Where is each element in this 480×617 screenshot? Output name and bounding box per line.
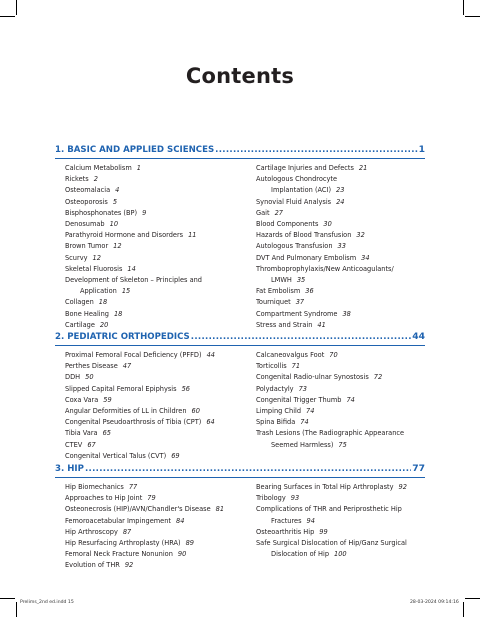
crop-mark <box>465 16 480 17</box>
entry-title: Hip Resurfacing Arthroplasty (HRA) <box>65 539 181 548</box>
toc-entry[interactable] <box>65 219 253 230</box>
entry-title: Tibia Vara <box>65 429 98 438</box>
entry-page-number: 18 <box>98 298 108 307</box>
entry-page-number: 73 <box>298 384 307 393</box>
entry-title: Cartilage <box>65 320 95 329</box>
entry-page-number: 10 <box>109 220 119 229</box>
entry-title: Hazards of Blood Transfusion <box>256 231 352 240</box>
section-heading-link[interactable] <box>55 330 425 344</box>
toc-entry[interactable] <box>65 451 253 462</box>
entry-title: Torticollis <box>256 362 287 371</box>
toc-entry[interactable] <box>65 504 253 515</box>
entry-page-number: 69 <box>171 451 180 460</box>
section-page-number: 44 <box>412 331 425 342</box>
entry-title: Stress and Strain <box>256 320 313 329</box>
entry-title: Denosumab <box>65 220 105 229</box>
entry-page-number: 71 <box>291 362 301 371</box>
toc-entry[interactable] <box>256 527 434 538</box>
entry-page-number: 100 <box>334 550 347 559</box>
toc-entry[interactable] <box>256 174 434 196</box>
toc-column-left <box>65 482 253 572</box>
crop-mark <box>16 0 17 15</box>
entry-page-number: 5 <box>112 197 118 206</box>
toc-entry[interactable] <box>256 197 434 208</box>
entry-title: Slipped Capital Femoral Epiphysis <box>65 384 177 393</box>
toc-entry[interactable] <box>256 482 434 493</box>
entry-page-number: 27 <box>274 208 283 217</box>
section-heading: 3. HIP <box>55 464 84 474</box>
toc-entry[interactable] <box>65 309 253 320</box>
entry-page-number: 70 <box>329 351 338 359</box>
toc-entry[interactable] <box>256 264 434 286</box>
toc-entry[interactable] <box>65 406 253 417</box>
toc-entry[interactable] <box>65 208 253 219</box>
entry-title: Blood Components <box>256 220 319 229</box>
toc-entry[interactable] <box>65 527 253 538</box>
entry-title: DDH <box>65 373 81 382</box>
toc-entry[interactable] <box>65 549 253 560</box>
entry-title-continued <box>256 549 434 560</box>
entry-title-continued <box>256 516 434 527</box>
entry-title: Congenital Trigger Thumb <box>256 395 342 404</box>
entry-page-number: 34 <box>361 253 370 262</box>
entry-page-number: 21 <box>358 164 368 172</box>
footer-timestamp: 28-03-2024 09:14:16 <box>410 600 459 605</box>
entry-page-number: 11 <box>188 231 197 240</box>
toc-entry[interactable] <box>256 350 434 361</box>
toc-entry[interactable] <box>256 538 434 560</box>
toc-entry[interactable] <box>65 428 253 439</box>
entry-page-number: 92 <box>398 483 407 491</box>
toc-entry[interactable] <box>256 219 434 230</box>
entry-title: Skeletal Fluorosis <box>65 264 123 273</box>
entry-page-number: 74 <box>300 418 309 427</box>
entry-page-number: 93 <box>290 494 300 503</box>
toc-entry[interactable] <box>65 440 253 451</box>
entry-title: Bone Healing <box>65 309 109 318</box>
entry-title: Tribology <box>256 494 286 503</box>
entry-title-continuation: Seemed Harmless) <box>271 440 334 449</box>
entry-title: Congenital Radio-ulnar Synostosis <box>256 373 369 382</box>
toc-entry[interactable] <box>256 372 434 383</box>
toc-entry[interactable] <box>256 286 434 297</box>
entry-page-number: 74 <box>346 395 355 404</box>
entry-title: Parathyroid Hormone and Disorders <box>65 231 184 240</box>
toc-entry[interactable] <box>65 350 253 361</box>
toc-entry[interactable] <box>65 297 253 308</box>
toc-column-right <box>256 482 434 560</box>
toc-entry[interactable] <box>256 241 434 252</box>
toc-entry[interactable] <box>65 185 253 196</box>
entry-page-number: 20 <box>99 320 109 329</box>
section-heading: 1. BASIC AND APPLIED SCIENCES <box>55 145 215 155</box>
crop-mark <box>465 598 480 599</box>
entry-page-number: 77 <box>128 483 138 491</box>
entry-title: Brown Tumor <box>65 242 109 251</box>
toc-entry[interactable] <box>65 395 253 406</box>
toc-entry[interactable] <box>65 384 253 395</box>
entry-title-continuation: Implantation (ACI) <box>271 186 332 195</box>
entry-title: Spina Bifida <box>256 418 296 427</box>
toc-entry[interactable] <box>65 417 253 428</box>
entry-page-number: 79 <box>147 494 156 503</box>
entry-title: Osteoporosis <box>65 197 108 206</box>
entry-title: Evolution of THR <box>65 561 120 570</box>
entry-title: Compartment Syndrome <box>256 309 338 318</box>
entry-title: Bearing Surfaces in Total Hip Arthroplasty <box>256 483 394 491</box>
toc-entry[interactable] <box>256 384 434 395</box>
entry-page-number: 15 <box>121 287 131 296</box>
entry-page-number: 4 <box>115 186 120 195</box>
entry-page-number: 56 <box>181 384 190 393</box>
entry-page-number: 36 <box>305 287 314 296</box>
entry-title: Limping Child <box>256 407 302 416</box>
entry-title: Osteoarthritis Hip <box>256 527 315 536</box>
entry-page-number: 30 <box>323 220 332 229</box>
toc-entry[interactable] <box>65 361 253 372</box>
section-rule <box>55 158 425 159</box>
section-rule <box>55 477 425 478</box>
toc-column-right <box>256 350 434 451</box>
entry-title: Autologous Chondrocyte <box>256 175 338 184</box>
entry-title-continued <box>256 275 434 286</box>
crop-mark <box>0 16 15 17</box>
toc-entry[interactable] <box>256 253 434 264</box>
entry-page-number: 24 <box>336 197 345 206</box>
toc-entry[interactable] <box>256 417 434 428</box>
toc-entry[interactable] <box>65 197 253 208</box>
toc-entry[interactable] <box>256 361 434 372</box>
toc-entry[interactable] <box>65 275 253 297</box>
toc-entry[interactable] <box>256 493 434 504</box>
entry-title: Synovial Fluid Analysis <box>256 197 332 206</box>
toc-entry[interactable] <box>256 406 434 417</box>
toc-entry[interactable] <box>65 174 253 185</box>
entry-page-number: 65 <box>102 429 111 438</box>
entry-title: Femoroacetabular Impingement <box>65 516 171 525</box>
entry-title-continued <box>256 440 434 451</box>
entry-page-number: 18 <box>113 309 123 318</box>
entry-page-number: 38 <box>342 309 351 318</box>
footer-file-info: Prelims_2nd ed.indd 15 <box>20 600 74 605</box>
entry-title: Angular Deformities of LL in Children <box>65 407 187 416</box>
entry-page-number: 99 <box>319 527 328 536</box>
entry-title: Scurvy <box>65 253 88 262</box>
entry-title: Cartilage Injuries and Defects <box>256 164 354 172</box>
entry-page-number: 60 <box>191 407 200 416</box>
toc-entry[interactable] <box>65 253 253 264</box>
entry-page-number: 59 <box>103 395 112 404</box>
section-page-number: 77 <box>412 463 425 474</box>
page-title: Contents <box>185 64 295 88</box>
crop-mark <box>0 598 15 599</box>
entry-page-number: 2 <box>93 175 98 184</box>
entry-title-continued <box>256 185 434 196</box>
section-heading-link[interactable] <box>55 462 425 476</box>
toc-entry[interactable] <box>65 482 253 493</box>
entry-page-number: 12 <box>92 253 101 262</box>
toc-column-left <box>65 163 253 331</box>
toc-entry[interactable] <box>256 309 434 320</box>
toc-entry[interactable] <box>65 538 253 549</box>
entry-title: Bisphosphonates (BP) <box>65 208 138 217</box>
dot-leader <box>215 143 417 157</box>
toc-entry[interactable] <box>65 372 253 383</box>
entry-title: Safe Surgical Dislocation of Hip/Ganz Surgical <box>256 539 407 548</box>
entry-title: Complications of THR and Periprosthetic Hip <box>256 505 402 514</box>
toc-entry[interactable] <box>256 428 434 450</box>
toc-entry[interactable] <box>65 230 253 241</box>
entry-title-continuation: LMWH <box>271 276 292 285</box>
entry-title-continuation: Dislocation of Hip <box>271 550 330 559</box>
entry-title: Osteomalacia <box>65 186 111 195</box>
entry-page-number: 94 <box>306 516 315 525</box>
toc-entry[interactable] <box>256 230 434 241</box>
toc-entry[interactable] <box>65 241 253 252</box>
entry-title: Rickets <box>65 175 89 184</box>
entry-title: Collagen <box>65 298 94 307</box>
entry-page-number: 90 <box>177 550 187 559</box>
entry-page-number: 47 <box>122 362 132 371</box>
entry-title: Autologous Transfusion <box>256 242 333 251</box>
entry-page-number: 23 <box>336 186 345 195</box>
toc-entry[interactable] <box>256 504 434 526</box>
entry-title: Trash Lesions (The Radiographic Appearance <box>256 429 405 438</box>
section-heading-link[interactable] <box>55 143 425 157</box>
entry-page-number: 33 <box>337 242 346 251</box>
entry-page-number: 35 <box>296 276 306 285</box>
entry-title: DVT And Pulmonary Embolism <box>256 253 357 262</box>
entry-page-number: 81 <box>215 505 225 514</box>
entry-page-number: 75 <box>338 440 347 449</box>
entry-page-number: 84 <box>176 516 185 525</box>
entry-title: Osteonecrosis (HIP)/AVN/Chandler's Disease <box>65 505 211 514</box>
toc-column-right <box>256 163 434 331</box>
dot-leader <box>85 462 411 476</box>
entry-title: Coxa Vara <box>65 395 99 404</box>
entry-page-number: 72 <box>373 373 383 382</box>
crop-mark <box>463 602 464 617</box>
toc-entry[interactable] <box>65 516 253 527</box>
entry-title: Tourniquet <box>256 298 291 307</box>
entry-page-number: 64 <box>206 418 215 427</box>
entry-title: Proximal Femoral Focal Deficiency (PFFD) <box>65 351 202 359</box>
toc-entry[interactable] <box>65 560 253 571</box>
entry-page-number: 32 <box>356 231 365 240</box>
entry-title: Development of Skeleton – Principles and <box>65 276 202 285</box>
toc-entry[interactable] <box>65 163 253 174</box>
entry-title-continuation: Fractures <box>271 516 302 525</box>
entry-page-number: 87 <box>122 527 132 536</box>
entry-page-number: 89 <box>185 539 194 548</box>
entry-page-number: 1 <box>136 164 141 172</box>
entry-title: Fat Embolism <box>256 287 301 296</box>
entry-title: Perthes Disease <box>65 362 118 371</box>
entry-title: Approaches to Hip Joint <box>65 494 143 503</box>
entry-title: Thromboprophylaxis/New Anticoagulants/ <box>256 264 394 273</box>
dot-leader <box>191 330 411 344</box>
entry-page-number: 14 <box>127 264 136 273</box>
entry-page-number: 74 <box>306 407 315 416</box>
entry-title-continued <box>65 286 253 297</box>
entry-title: Calcaneovalgus Foot <box>256 351 325 359</box>
entry-title: Femoral Neck Fracture Nonunion <box>65 550 173 559</box>
entry-page-number: 44 <box>206 351 215 359</box>
crop-mark <box>463 0 464 15</box>
toc-entry[interactable] <box>65 493 253 504</box>
section-page-number: 1 <box>418 144 425 155</box>
toc-entry[interactable] <box>256 163 434 174</box>
entry-title: Congenital Vertical Talus (CVT) <box>65 451 167 460</box>
entry-page-number: 92 <box>124 561 134 570</box>
toc-entry[interactable] <box>256 395 434 406</box>
entry-title-continuation: Application <box>80 287 117 296</box>
entry-title: Gait <box>256 208 270 217</box>
entry-title: Polydactyly <box>256 384 294 393</box>
entry-page-number: 37 <box>295 298 305 307</box>
entry-title: Calcium Metabolism <box>65 164 132 172</box>
section-heading: 2. PEDIATRIC ORTHOPEDICS <box>55 332 190 342</box>
entry-page-number: 50 <box>85 373 94 382</box>
entry-page-number: 41 <box>317 320 326 329</box>
crop-mark <box>16 602 17 617</box>
toc-entry[interactable] <box>65 264 253 275</box>
toc-entry[interactable] <box>256 208 434 219</box>
entry-title: Hip Biomechanics <box>65 483 124 491</box>
section-rule <box>55 345 425 346</box>
entry-page-number: 67 <box>87 440 96 449</box>
entry-page-number: 9 <box>142 208 147 217</box>
entry-title: Hip Arthroscopy <box>65 527 118 536</box>
toc-entry[interactable] <box>256 297 434 308</box>
toc-column-left <box>65 350 253 462</box>
entry-title: CTEV <box>65 440 83 449</box>
entry-page-number: 12 <box>113 242 122 251</box>
entry-title: Congenital Pseudoarthrosis of Tibia (CPT) <box>65 418 202 427</box>
